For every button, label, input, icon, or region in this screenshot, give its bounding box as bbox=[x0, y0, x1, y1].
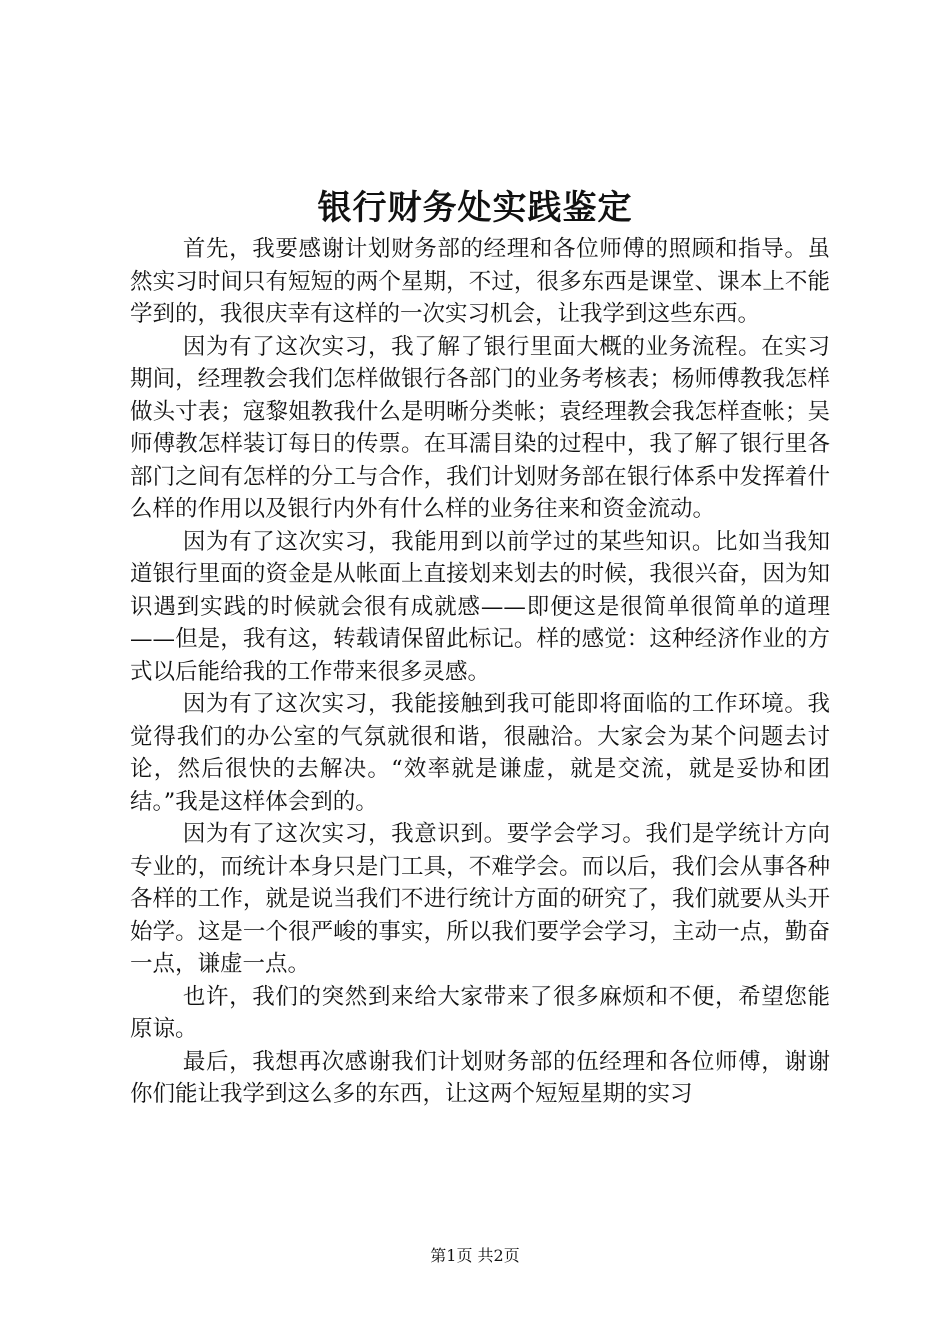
paragraph: 因为有了这次实习，我能用到以前学过的某些知识。比如当我知道银行里面的资金是从帐面上直接划来划去的时候，我很兴奋，因为知识遇到实践的时候就会很有成就感——即便这是很简单很简单的道理——但是，我有这，转载请保留此标记。样的感觉：这种经济作业的方式以后能给我的工作带来很多灵感。 bbox=[130, 528, 830, 685]
paragraph: 也许，我们的突然到来给大家带来了很多麻烦和不便，希望您能原谅。 bbox=[130, 983, 830, 1042]
page-number-footer: 第1页 共2页 bbox=[430, 1246, 520, 1265]
paragraph: 首先，我要感谢计划财务部的经理和各位师傅的照顾和指导。虽然实习时间只有短短的两个星期，不过，很多东西是课堂、课本上不能学到的，我很庆幸有这样的一次实习机会，让我学到这些东西。 bbox=[130, 236, 830, 327]
paragraph: 最后，我想再次感谢我们计划财务部的伍经理和各位师傅，谢谢你们能让我学到这么多的东西，让这两个短短星期的实习 bbox=[130, 1048, 830, 1107]
document-title: 银行财务处实践鉴定 bbox=[317, 188, 633, 228]
paragraph: 因为有了这次实习，我能接触到我可能即将面临的工作环境。我觉得我们的办公室的气氛就很和谐，很融洽。大家会为某个问题去讨论，然后很快的去解决。“效率就是谦虚，就是交流，就是妥协和团结。”我是这样体会到的。 bbox=[130, 691, 830, 815]
document-body bbox=[130, 233, 830, 1111]
paragraph: 因为有了这次实习，我意识到。要学会学习。我们是学统计方向专业的，而统计本身只是门工具，不难学会。而以后，我们会从事各种各样的工作，就是说当我们不进行统计方面的研究了，我们就要从头开始学。这是一个很严峻的事实，所以我们要学会学习，主动一点，勤奋一点，谦虚一点。 bbox=[130, 821, 830, 977]
paragraph: 因为有了这次实习，我了解了银行里面大概的业务流程。在实习期间，经理教会我们怎样做银行各部门的业务考核表；杨师傅教我怎样做头寸表；寇黎姐教我什么是明晰分类帐；袁经理教会我怎样查帐；吴师傅教怎样装订每日的传票。在耳濡目染的过程中，我了解了银行里各部门之间有怎样的分工与合作，我们计划财务部在银行体系中发挥着什么样的作用以及银行内外有什么样的业务往来和资金流动。 bbox=[130, 333, 830, 522]
